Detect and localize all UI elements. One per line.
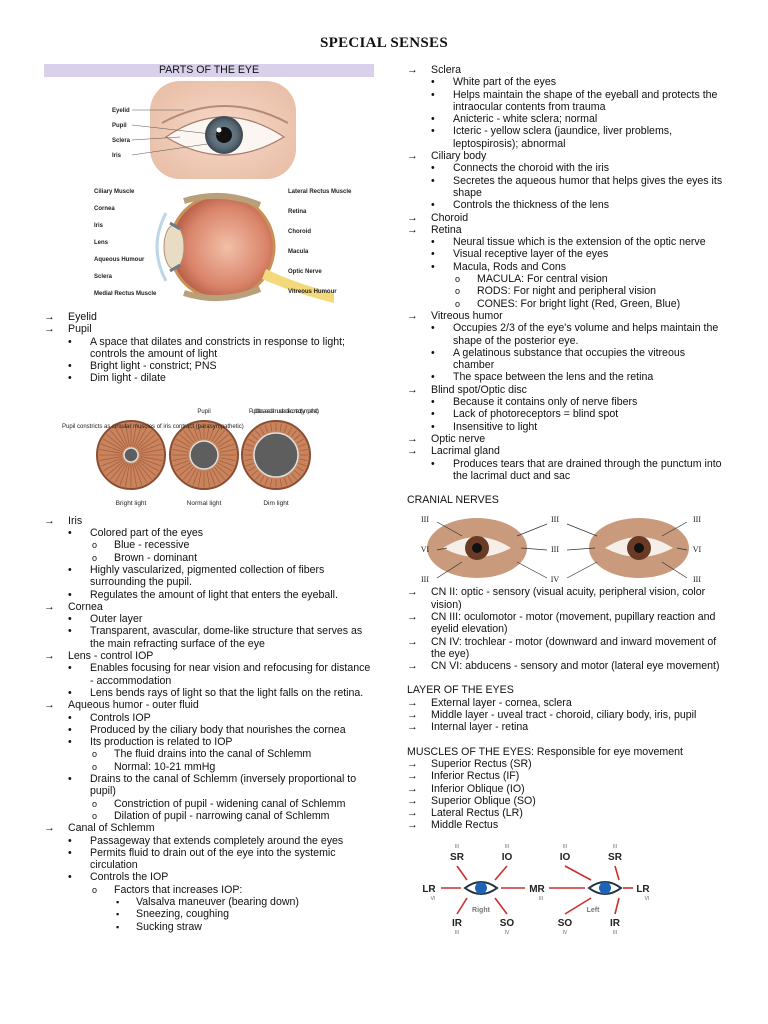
cross-label-left: Aqueous Humour bbox=[94, 257, 145, 263]
list-item: o MACULA: For central vision bbox=[407, 273, 727, 285]
topic-heading: → Lens - control IOP bbox=[44, 650, 374, 662]
list-item: • Dim light - dilate bbox=[44, 372, 374, 384]
muscle-label: MR bbox=[529, 883, 545, 895]
left-column bbox=[44, 64, 374, 933]
topic-heading: → Pupil bbox=[44, 323, 374, 335]
topic-heading: → Sclera bbox=[407, 64, 727, 76]
list-item: ▪ Sucking straw bbox=[44, 921, 374, 933]
cn-label: IV bbox=[550, 575, 560, 585]
cross-label-left: Iris bbox=[94, 223, 104, 229]
list-item: • Controls the thickness of the lens bbox=[407, 199, 727, 211]
pupil-illustration bbox=[44, 385, 374, 515]
list-item: • The space between the lens and the retina bbox=[407, 371, 727, 383]
cross-label-right: Choroid bbox=[288, 229, 311, 235]
muscle-label: SO bbox=[499, 917, 515, 929]
list-item: o Factors that increases IOP: bbox=[44, 884, 374, 896]
eye-label: Eyelid bbox=[112, 108, 130, 114]
cn-label: III bbox=[551, 545, 559, 555]
list-item: • White part of the eyes bbox=[407, 76, 727, 88]
eye-muscle-figure bbox=[407, 840, 727, 936]
cross-label-right: Lateral Rectus Muscle bbox=[288, 189, 352, 195]
muscle-label: IR bbox=[452, 917, 462, 929]
list-item: • Controls the IOP bbox=[44, 871, 374, 883]
topic-heading: → Superior Rectus (SR) bbox=[407, 758, 727, 770]
topic-heading: → Eyelid bbox=[44, 311, 374, 323]
topic-heading: → Inferior Rectus (IF) bbox=[407, 770, 727, 782]
list-item: • Its production is related to IOP bbox=[44, 736, 374, 748]
list-item: o CONES: For bright light (Red, Green, Blue) bbox=[407, 298, 727, 310]
list-item: • Bright light - constrict; PNS bbox=[44, 360, 374, 372]
list-item: • Occupies 2/3 of the eye's volume and helps maintain the shape of the posterior eye. bbox=[407, 322, 727, 347]
nerve-label: IV bbox=[504, 929, 510, 936]
list-item: o RODS: For night and peripheral vision bbox=[407, 285, 727, 297]
list-item: • Produces tears that are drained through the punctum into the lacrimal duct and sac bbox=[407, 458, 727, 483]
list-item: • Because it contains only of nerve fibers bbox=[407, 396, 727, 408]
section-heading: MUSCLES OF THE EYES: Responsible for eye movement bbox=[407, 745, 683, 758]
list-item: • Lack of photoreceptors = blind spot bbox=[407, 408, 727, 420]
list-item: ▪ Valsalva maneuver (bearing down) bbox=[44, 896, 374, 908]
eye-label: Sclera bbox=[112, 138, 131, 144]
eye-front-labels bbox=[112, 108, 131, 159]
muscle-label: LR bbox=[422, 883, 436, 895]
nerve-label: IV bbox=[562, 929, 568, 936]
eye-front-illustration bbox=[44, 77, 374, 183]
topic-heading: → Middle layer - uveal tract - choroid, ciliary body, iris, pupil bbox=[407, 709, 727, 721]
topic-heading: → External layer - cornea, sclera bbox=[407, 697, 727, 709]
muscle-label: IO bbox=[559, 851, 571, 863]
cn-label: VI bbox=[692, 545, 702, 555]
cranial-nerve-figure bbox=[407, 512, 727, 586]
nerve-label: III bbox=[612, 929, 618, 936]
topic-heading: → Blind spot/Optic disc bbox=[407, 384, 727, 396]
nerve-label: III bbox=[562, 843, 568, 850]
list-item: • Outer layer bbox=[44, 613, 374, 625]
page-title: SPECIAL SENSES bbox=[319, 35, 448, 51]
pupil-label: Normal light bbox=[186, 499, 222, 507]
list-item: • Neural tissue which is the extension of the optic nerve bbox=[407, 236, 727, 248]
topic-heading: → CN VI: abducens - sensory and motor (lateral eye movement) bbox=[407, 660, 727, 672]
list-item: • Visual receptive layer of the eyes bbox=[407, 248, 727, 260]
cross-label-left: Ciliary Muscle bbox=[94, 189, 135, 195]
nerve-label: III bbox=[538, 895, 544, 902]
muscle-label: LR bbox=[636, 883, 650, 895]
topic-heading: → Cornea bbox=[44, 601, 374, 613]
cross-label-right: Retina bbox=[288, 209, 307, 215]
cross-label-left: Sclera bbox=[94, 274, 113, 280]
cn-label: III bbox=[693, 515, 701, 525]
topic-heading: → CN II: optic - sensory (visual acuity, peripheral vision, color vision) bbox=[407, 586, 727, 611]
list-item: o Normal: 10-21 mmHg bbox=[44, 761, 374, 773]
topic-heading: → CN III: oculomotor - motor (movement, pupillary reaction and eyelid elevation) bbox=[407, 611, 727, 636]
cn-label: III bbox=[421, 515, 429, 525]
list-item: o Blue - recessive bbox=[44, 539, 374, 551]
pupil-figure bbox=[44, 385, 374, 515]
pupil-caption: Pupil bbox=[197, 408, 211, 415]
cross-label-right: Optic Nerve bbox=[288, 269, 322, 275]
list-item: o The fluid drains into the canal of Schlemm bbox=[44, 748, 374, 760]
section-heading: CRANIAL NERVES bbox=[407, 494, 499, 507]
side-label: Right bbox=[472, 906, 490, 914]
right-column bbox=[407, 64, 727, 936]
list-item: • Passageway that extends completely around the eyes bbox=[44, 835, 374, 847]
topic-heading: → Choroid bbox=[407, 212, 727, 224]
pupil-caption: Pupil dilates as radial muscles of iris contract (sympathetic) bbox=[249, 408, 320, 415]
muscle-label: IO bbox=[501, 851, 513, 863]
eye-cross-section-figure bbox=[44, 183, 374, 311]
parts-header: PARTS OF THE EYE bbox=[44, 64, 374, 77]
pupil-caption: Pupil constricts as circular muscles of iris contract (parasympathetic) bbox=[62, 423, 244, 430]
topic-heading: → Lateral Rectus (LR) bbox=[407, 807, 727, 819]
topic-heading: → Optic nerve bbox=[407, 433, 727, 445]
list-item: • Connects the choroid with the iris bbox=[407, 162, 727, 174]
eye-cross-section-illustration bbox=[44, 183, 374, 311]
pupil-label: Bright light bbox=[115, 499, 147, 507]
list-item: • Lens bends rays of light so that the light falls on the retina. bbox=[44, 687, 374, 699]
topic-heading: → Vitreous humor bbox=[407, 310, 727, 322]
topic-heading: → Iris bbox=[44, 515, 374, 527]
cn-label: VI bbox=[420, 545, 430, 555]
list-item: • A gelatinous substance that occupies the vitreous chamber bbox=[407, 347, 727, 372]
nerve-label: III bbox=[454, 929, 460, 936]
topic-heading: → Canal of Schlemm bbox=[44, 822, 374, 834]
cross-label-right: Macula bbox=[288, 249, 309, 255]
cross-label-left: Medial Rectus Muscle bbox=[94, 291, 157, 297]
list-item: • Enables focusing for near vision and refocusing for distance - accommodation bbox=[44, 662, 374, 687]
muscle-label: SO bbox=[557, 917, 573, 929]
nerve-label: III bbox=[504, 843, 510, 850]
list-item: • Produced by the ciliary body that nourishes the cornea bbox=[44, 724, 374, 736]
muscle-label: SR bbox=[450, 851, 464, 863]
cn-label: III bbox=[551, 515, 559, 525]
muscle-label: IR bbox=[610, 917, 620, 929]
section-heading: LAYER OF THE EYES bbox=[407, 684, 514, 697]
topic-heading: → Inferior Oblique (IO) bbox=[407, 783, 727, 795]
list-item: • Drains to the canal of Schlemm (inversely proportional to pupil) bbox=[44, 773, 374, 798]
cn-label: III bbox=[693, 575, 701, 585]
eye-label: Iris bbox=[112, 153, 122, 159]
list-item: • Anicteric - white sclera; normal bbox=[407, 113, 727, 125]
cross-label-right: Vitreous Humour bbox=[288, 289, 337, 295]
eye-muscle-illustration bbox=[407, 840, 727, 936]
pupil-label: Dim light bbox=[263, 499, 289, 507]
topic-heading: → Aqueous humor - outer fluid bbox=[44, 699, 374, 711]
list-item: • Highly vascularized, pigmented collection of fibers surrounding the pupil. bbox=[44, 564, 374, 589]
list-item: ▪ Sneezing, coughing bbox=[44, 908, 374, 920]
nerve-label: III bbox=[612, 843, 618, 850]
cross-label-left: Cornea bbox=[94, 206, 115, 212]
nerve-label: VI bbox=[430, 895, 436, 902]
nerve-label: III bbox=[454, 843, 460, 850]
list-item: • Icteric - yellow sclera (jaundice, liver problems, leptospirosis); abnormal bbox=[407, 125, 727, 150]
side-label: Left bbox=[586, 906, 600, 914]
muscle-label: SR bbox=[608, 851, 622, 863]
list-item: • Regulates the amount of light that enters the eyeball. bbox=[44, 589, 374, 601]
nerve-label: VI bbox=[644, 895, 650, 902]
topic-heading: → Ciliary body bbox=[407, 150, 727, 162]
list-item: o Constriction of pupil - widening canal of Schlemm bbox=[44, 798, 374, 810]
list-item: • Colored part of the eyes bbox=[44, 527, 374, 539]
list-item: • A space that dilates and constricts in response to light; controls the amount of light bbox=[44, 336, 374, 361]
list-item: • Transparent, avascular, dome-like structure that serves as the main refracting surface of the eye bbox=[44, 625, 374, 650]
list-item: • Secretes the aqueous humor that helps gives the eyes its shape bbox=[407, 175, 727, 200]
topic-heading: → Superior Oblique (SO) bbox=[407, 795, 727, 807]
cn-label: III bbox=[421, 575, 429, 585]
list-item: • Helps maintain the shape of the eyeball and protects the intraocular contents from trauma bbox=[407, 89, 727, 114]
cross-label-left: Lens bbox=[94, 240, 109, 246]
list-item: o Dilation of pupil - narrowing canal of Schlemm bbox=[44, 810, 374, 822]
eye-front-figure bbox=[44, 77, 374, 183]
topic-heading: → Lacrimal gland bbox=[407, 445, 727, 457]
list-item: • Macula, Rods and Cons bbox=[407, 261, 727, 273]
list-item: • Controls IOP bbox=[44, 712, 374, 724]
topic-heading: → Internal layer - retina bbox=[407, 721, 727, 733]
topic-heading: → Middle Rectus bbox=[407, 819, 727, 831]
topic-heading: → Retina bbox=[407, 224, 727, 236]
topic-heading: → CN IV: trochlear - motor (downward and inward movement of the eye) bbox=[407, 636, 727, 661]
eye-label: Pupil bbox=[112, 123, 127, 129]
cranial-nerve-illustration bbox=[407, 512, 727, 586]
list-item: • Insensitive to light bbox=[407, 421, 727, 433]
list-item: • Permits fluid to drain out of the eye into the systemic circulation bbox=[44, 847, 374, 872]
list-item: o Brown - dominant bbox=[44, 552, 374, 564]
